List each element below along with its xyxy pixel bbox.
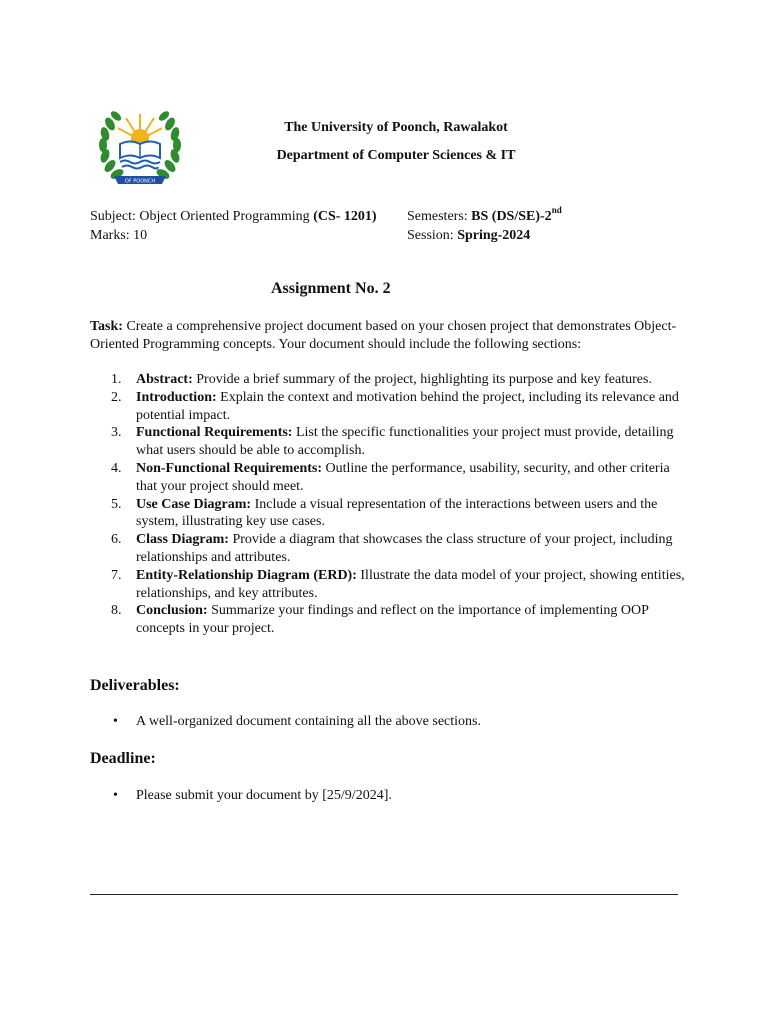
list-item-label: Conclusion: — [136, 603, 208, 619]
university-name: The University of Poonch, Rawalakot — [284, 120, 508, 135]
list-item: 5. Use Case Diagram: Include a visual representation of the interactions between users and the system, illustrating key use cases. — [111, 496, 658, 530]
footer-divider — [90, 894, 678, 895]
semesters-superscript: nd — [551, 205, 562, 216]
task-paragraph — [90, 318, 690, 354]
bullet-icon: • — [113, 788, 118, 803]
deliverables-text: A well-organized document containing all the above sections. — [136, 714, 481, 729]
list-item-label: Use Case Diagram: — [136, 496, 252, 512]
list-item: 6. Class Diagram: Provide a diagram that showcases the class structure of your project, including relationships and attributes. — [111, 532, 673, 565]
list-item: 2. Introduction: Explain the context and motivation behind the project, including its relevance and potential impact. — [111, 389, 679, 423]
list-item: 1. Abstract: Provide a brief summary of the project, highlighting its purpose and key features. — [111, 372, 652, 387]
list-item-text: List the specific functionalities your project must provide, detailing what users should be able to accomplish. — [136, 425, 674, 459]
list-item-label: Introduction: — [136, 389, 217, 405]
list-item: 3. Functional Requirements: List the specific functionalities your project must provide, detailing what users should be able to accomplish. — [111, 425, 674, 459]
list-item-label: Non-Functional Requirements: — [136, 460, 323, 476]
logo-motto: OF POONCH — [124, 178, 156, 185]
list-item-text: Provide a brief summary of the project, highlighting its purpose and key features. — [192, 372, 652, 387]
list-item-text: Summarize your findings and reflect on the importance of implementing OOP concepts in your project. — [136, 603, 649, 637]
subject-line — [90, 207, 377, 226]
deadline-text: Please submit your document by [25/9/2024]. — [136, 788, 392, 803]
sections-list — [90, 371, 690, 638]
deadline-heading: Deadline: — [90, 750, 156, 767]
session-line — [407, 226, 562, 245]
semesters-label: Semesters: — [407, 209, 472, 224]
bullet-icon: • — [113, 714, 118, 729]
subject-block — [90, 207, 377, 245]
list-item: 4. Non-Functional Requirements: Outline the performance, usability, security, and other criteria that your project should meet. — [111, 460, 670, 494]
list-item: 8. Conclusion: Summarize your findings and reflect on the importance of implementing OOP concepts in your project. — [111, 603, 649, 637]
subject-code: (CS- 1201) — [313, 209, 377, 224]
university-logo — [96, 104, 184, 190]
list-item-text: Include a visual representation of the interactions between users and the system, illustrating key use cases. — [136, 496, 658, 530]
deliverables-heading: Deliverables: — [90, 677, 180, 694]
assignment-title: Assignment No. 2 — [271, 280, 391, 297]
list-item-text: Provide a diagram that showcases the class structure of your project, including relationships and attributes. — [136, 532, 673, 565]
semesters-value: BS (DS/SE)-2nd — [471, 205, 562, 224]
task-label: Task: — [90, 319, 123, 334]
semester-block — [407, 207, 562, 245]
list-item-text: Illustrate the data model of your project, showing entities, relationships, and key attributes. — [136, 567, 685, 601]
subject-label: Subject: Object Oriented Programming — [90, 209, 314, 224]
list-item-label: Class Diagram: — [136, 532, 229, 548]
semesters-line — [407, 207, 562, 226]
list-item-text: Outline the performance, usability, security, and other criteria that your project should meet. — [136, 460, 670, 494]
list-item-label: Functional Requirements: — [136, 425, 293, 441]
list-item-label: Entity-Relationship Diagram (ERD): — [136, 567, 357, 583]
session-label: Session: — [407, 228, 458, 243]
task-text: Create a comprehensive project document based on your chosen project that demonstrates Object-Oriented Programming concepts. Your document should include the following sections: — [90, 319, 677, 352]
list-item-text: Explain the context and motivation behind the project, including its relevance and potential impact. — [136, 389, 679, 423]
list-item: 7. Entity-Relationship Diagram (ERD): Illustrate the data model of your project, showing entities, relationships, and key attributes. — [111, 567, 685, 601]
list-item-label: Abstract: — [136, 372, 193, 387]
marks-line: Marks: 10 — [90, 228, 148, 243]
session-value: Spring-2024 — [457, 228, 531, 243]
department-name: Department of Computer Sciences & IT — [276, 148, 516, 163]
